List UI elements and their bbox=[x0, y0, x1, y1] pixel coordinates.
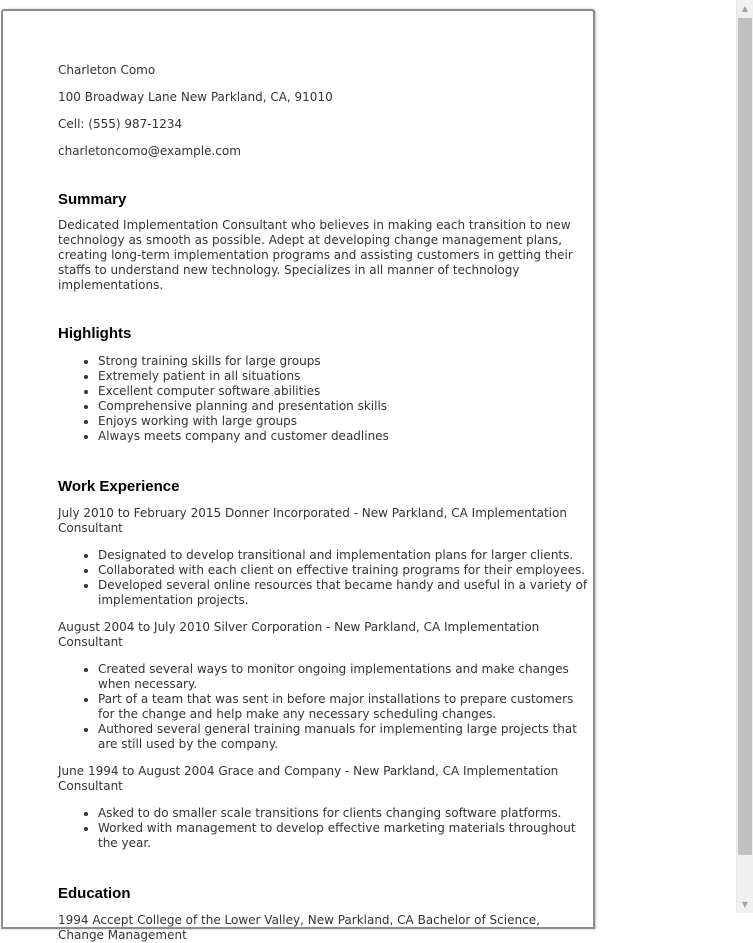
summary-text: Dedicated Implementation Consultant who believes in making each transition to new technology as smooth as possible. Adept at developing change management plans, creating long-term implementation programs and assisting customers in getting their staffs to understand new technology. Specializes in all manner of technology implementations. bbox=[58, 218, 573, 292]
highlights-heading: Highlights bbox=[58, 325, 132, 342]
summary-heading: Summary bbox=[58, 191, 127, 208]
highlight-item: • Extremely patient in all situations bbox=[98, 369, 588, 384]
highlight-item: • Always meets company and customer deadlines bbox=[98, 429, 588, 444]
job-bullet: • Authored several general training manuals for implementing large projects that are still used by the company. bbox=[98, 722, 588, 752]
job-bullet: • Developed several online resources that became handy and useful in a variety of implementation projects. bbox=[98, 578, 588, 608]
scrollbar-thumb[interactable] bbox=[738, 18, 752, 855]
job-bullet: • Collaborated with each client on effective training programs for their employees. bbox=[98, 563, 588, 578]
job-bullet: • Part of a team that was sent in before major installations to prepare customers for the change and help make any necessary scheduling changes. bbox=[98, 692, 588, 722]
highlight-item: • Comprehensive planning and presentation skills bbox=[98, 399, 588, 414]
education-heading: Education bbox=[58, 885, 131, 902]
contact-name: Charleton Como bbox=[58, 63, 156, 77]
job-bullets bbox=[58, 806, 588, 851]
job-heading: August 2004 to July 2010 Silver Corporation - New Parkland, CA Implementation Consultant bbox=[58, 620, 540, 649]
highlight-item: • Enjoys working with large groups bbox=[98, 414, 588, 429]
education-entry: 1994 Accept College of the Lower Valley, New Parkland, CA Bachelor of Science, Change Management bbox=[58, 913, 540, 942]
work-experience-heading: Work Experience bbox=[58, 478, 180, 495]
contact-phone: Cell: (555) 987-1234 bbox=[58, 117, 183, 131]
job-bullets bbox=[58, 548, 588, 608]
job-bullet: • Worked with management to develop effective marketing materials throughout the year. bbox=[98, 821, 588, 851]
job-bullets bbox=[58, 662, 588, 752]
job-bullet: • Asked to do smaller scale transitions for clients changing software platforms. bbox=[98, 806, 588, 821]
scroll-up-arrow-icon[interactable]: ▲ bbox=[741, 4, 749, 13]
job-bullet: • Created several ways to monitor ongoing implementations and make changes when necessary. bbox=[98, 662, 588, 692]
scroll-down-arrow-icon[interactable]: ▼ bbox=[741, 900, 749, 909]
job-heading: June 1994 to August 2004 Grace and Company - New Parkland, CA Implementation Consultant bbox=[58, 764, 559, 793]
highlights-list bbox=[58, 354, 588, 444]
job-heading: July 2010 to February 2015 Donner Incorporated - New Parkland, CA Implementation Consultant bbox=[58, 506, 567, 535]
highlight-item: • Excellent computer software abilities bbox=[98, 384, 588, 399]
contact-email: charletoncomo@example.com bbox=[58, 144, 241, 158]
contact-address: 100 Broadway Lane New Parkland, CA, 91010 bbox=[58, 90, 333, 104]
resume-page bbox=[1, 9, 595, 942]
highlight-item: • Strong training skills for large groups bbox=[98, 354, 588, 369]
job-bullet: • Designated to develop transitional and implementation plans for larger clients. bbox=[98, 548, 588, 563]
resume-content bbox=[58, 63, 588, 943]
vertical-scrollbar[interactable] bbox=[736, 0, 753, 913]
